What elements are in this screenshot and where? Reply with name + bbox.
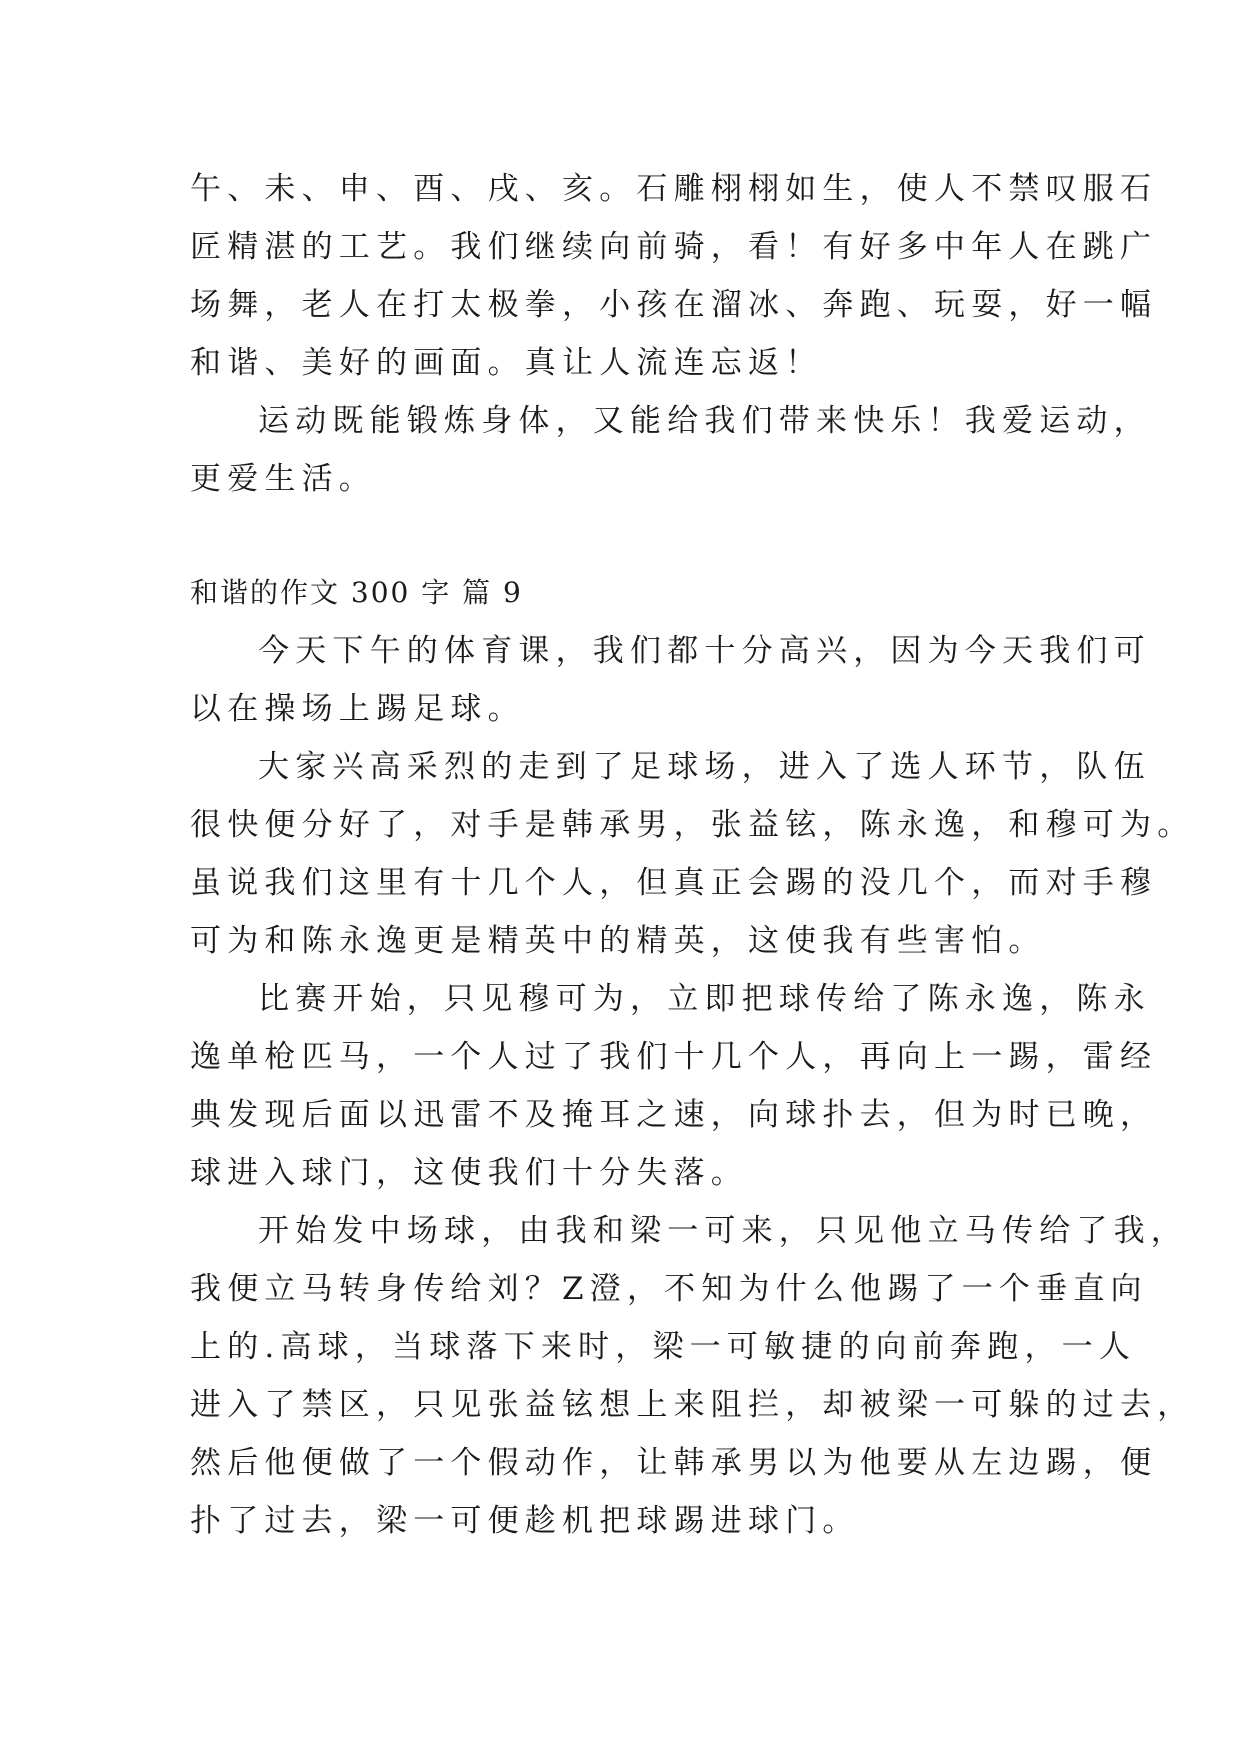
text-line: 我便立马转身传给刘？Z澄，不知为什么他踢了一个垂直向 [190,1271,1148,1307]
text-line: 运动既能锻炼身体，又能给我们带来快乐！我爱运动， [258,403,1151,439]
text-line: 可为和陈永逸更是精英中的精英，这使我有些害怕。 [190,923,1046,959]
text-line: 大家兴高采烈的走到了足球场，进入了选人环节，队伍 [258,749,1151,785]
paragraph-closing [190,392,1151,508]
text-line: 球进入球门，这使我们十分失落。 [190,1155,748,1191]
paragraph-continuation [190,160,1158,392]
text-line: 开始发中场球，由我和梁一可来，只见他立马传给了我， [258,1213,1188,1249]
text-line: 上的.高球，当球落下来时，梁一可敏捷的向前奔跑，一人 [190,1329,1137,1365]
text-line: 场舞，老人在打太极拳，小孩在溜冰、奔跑、玩耍，好一幅 [190,287,1158,323]
text-line: 和谐、美好的画面。真让人流连忘返！ [190,345,823,381]
text-line: 匠精湛的工艺。我们继续向前骑，看！有好多中年人在跳广 [190,229,1158,265]
essay-paragraph-4 [190,1202,1195,1550]
text-line: 很快便分好了，对手是韩承男，张益铉，陈永逸，和穆可为。 [190,807,1195,843]
text-line: 午、未、申、酉、戌、亥。石雕栩栩如生，使人不禁叹服石 [190,171,1158,207]
essay-paragraph-2 [190,738,1195,970]
essay-paragraph-1 [190,622,1151,738]
text-line: 更爱生活。 [190,461,376,497]
text-line: 然后他便做了一个假动作，让韩承男以为他要从左边踢，便 [190,1445,1158,1481]
text-line: 以在操场上踢足球。 [190,691,525,727]
text-line: 逸单枪匹马，一个人过了我们十几个人，再向上一踢，雷经 [190,1039,1158,1075]
text-line: 比赛开始，只见穆可为，立即把球传给了陈永逸，陈永 [258,981,1151,1017]
section-gap [190,508,1060,564]
text-line: 虽说我们这里有十几个人，但真正会踢的没几个，而对手穆 [190,865,1158,901]
essay-paragraph-3 [190,970,1158,1202]
text-line: 扑了过去，梁一可便趁机把球踢进球门。 [190,1503,860,1539]
document-body [190,160,1195,1550]
text-line: 典发现后面以迅雷不及掩耳之速，向球扑去，但为时已晚， [190,1097,1158,1133]
essay-title: 和谐的作文 300 字 篇 9 [190,576,523,609]
text-line: 进入了禁区，只见张益铉想上来阻拦，却被梁一可躲的过去， [190,1387,1195,1423]
text-line: 今天下午的体育课，我们都十分高兴，因为今天我们可 [258,633,1151,669]
